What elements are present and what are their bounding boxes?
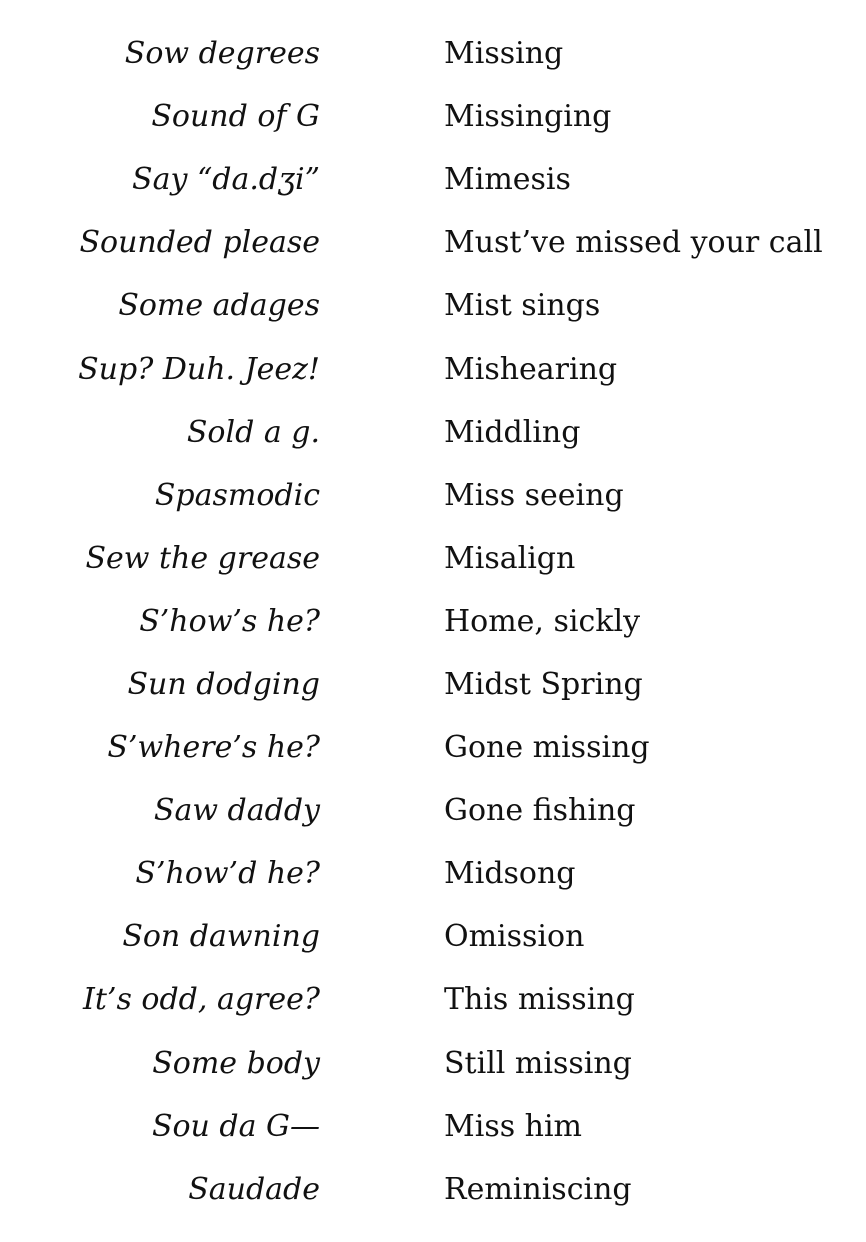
left-phrase: Some adages <box>118 288 320 324</box>
right-phrase: Missing <box>444 36 564 72</box>
right-phrase: Mishearing <box>444 351 618 387</box>
poem-line <box>0 842 866 905</box>
right-phrase: Middling <box>444 414 581 450</box>
poem-line <box>0 401 866 464</box>
right-phrase: Gone missing <box>444 730 650 766</box>
left-phrase: Sound of G <box>151 99 320 135</box>
right-phrase: Misalign <box>444 540 576 576</box>
right-phrase: Miss him <box>444 1108 583 1144</box>
poem-line <box>0 653 866 716</box>
left-phrase: Some body <box>152 1045 320 1081</box>
right-phrase: Reminiscing <box>444 1171 632 1207</box>
poem-line <box>0 1095 866 1158</box>
left-phrase: Sou da G— <box>151 1108 320 1144</box>
poem-line <box>0 22 866 85</box>
poem-line <box>0 274 866 337</box>
poem-line <box>0 905 866 968</box>
left-phrase: S’where’s he? <box>107 730 320 766</box>
left-phrase: S’how’s he? <box>139 603 320 639</box>
right-phrase: Still missing <box>444 1045 632 1081</box>
left-phrase: S’how’d he? <box>135 856 320 892</box>
left-phrase: Saudade <box>188 1171 320 1207</box>
left-phrase: Son dawning <box>122 919 320 955</box>
poem-line <box>0 716 866 779</box>
poem-line <box>0 464 866 527</box>
poem-line <box>0 527 866 590</box>
right-phrase: Gone fishing <box>444 793 636 829</box>
right-phrase: Missinging <box>444 99 612 135</box>
poem-line <box>0 590 866 653</box>
poem-line <box>0 779 866 842</box>
right-phrase: Omission <box>444 919 585 955</box>
left-phrase: Sounded please <box>79 225 320 261</box>
poem <box>0 22 866 1221</box>
left-phrase: Sup? Duh. Jeez! <box>78 351 320 387</box>
poem-line <box>0 85 866 148</box>
poem-line <box>0 148 866 211</box>
poem-line <box>0 1032 866 1095</box>
left-phrase: Saw daddy <box>153 793 320 829</box>
right-phrase: This missing <box>444 982 635 1018</box>
left-phrase: Sow degrees <box>124 36 320 72</box>
right-phrase: Midsong <box>444 856 576 892</box>
left-phrase: It’s odd, agree? <box>83 982 320 1018</box>
poem-line <box>0 968 866 1031</box>
poem-line <box>0 337 866 400</box>
right-phrase: Mimesis <box>444 162 571 198</box>
right-phrase: Must’ve missed your call <box>444 225 823 261</box>
left-phrase: Spasmodic <box>154 477 320 513</box>
right-phrase: Miss seeing <box>444 477 624 513</box>
right-phrase: Home, sickly <box>444 603 641 639</box>
left-phrase: Say “da.dʒi” <box>132 162 320 198</box>
right-phrase: Midst Spring <box>444 666 643 702</box>
right-phrase: Mist sings <box>444 288 601 324</box>
poem-line <box>0 211 866 274</box>
left-phrase: Sew the grease <box>85 540 320 576</box>
poem-line <box>0 1158 866 1221</box>
left-phrase: Sold a g. <box>186 414 320 450</box>
left-phrase: Sun dodging <box>127 666 320 702</box>
